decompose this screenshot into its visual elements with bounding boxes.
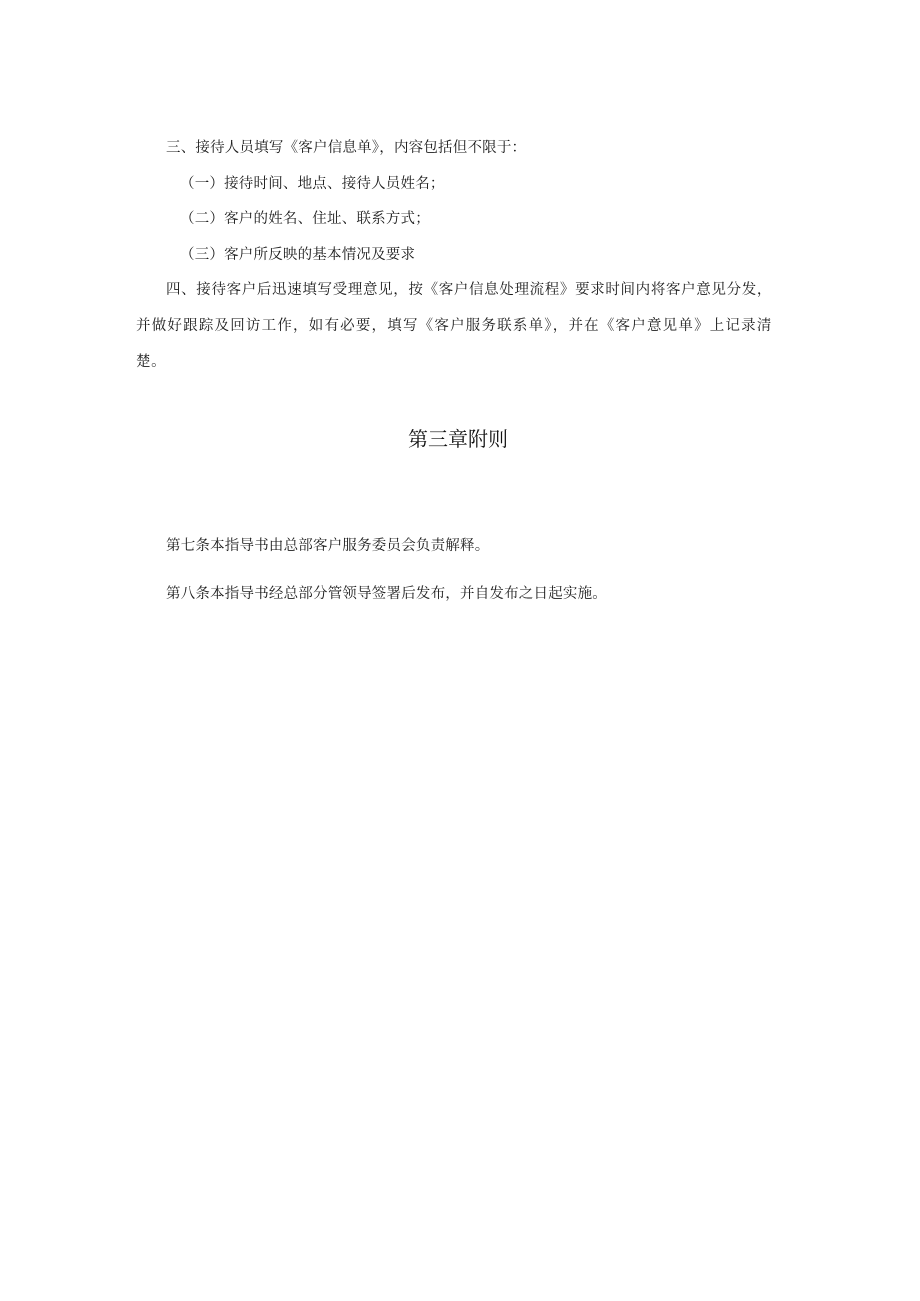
section-4-paragraph: 四、接待客户后迅速填写受理意见，按《客户信息处理流程》要求时间内将客户意见分发，并做好跟踪及回访工作，如有必要，填写《客户服务联系单》，并在《客户意见单》上记录清楚。 (136, 282, 772, 370)
article-7: 第七条本指导书由总部客户服务委员会负责解释。 (166, 538, 490, 554)
article-8: 第八条本指导书经总部分管领导签署后发布，并自发布之日起实施。 (166, 586, 607, 602)
section-3-item-1: （一）接待时间、地点、接待人员姓名； (180, 176, 445, 192)
section-3-item-2: （二）客户的姓名、住址、联系方式； (180, 211, 430, 227)
chapter-title: 第三章附则 (408, 427, 508, 451)
section-3-heading: 三、接待人员填写《客户信息单》，内容包括但不限于： (166, 140, 527, 156)
section-3-item-3: （三）客户所反映的基本情况及要求 (180, 247, 416, 263)
